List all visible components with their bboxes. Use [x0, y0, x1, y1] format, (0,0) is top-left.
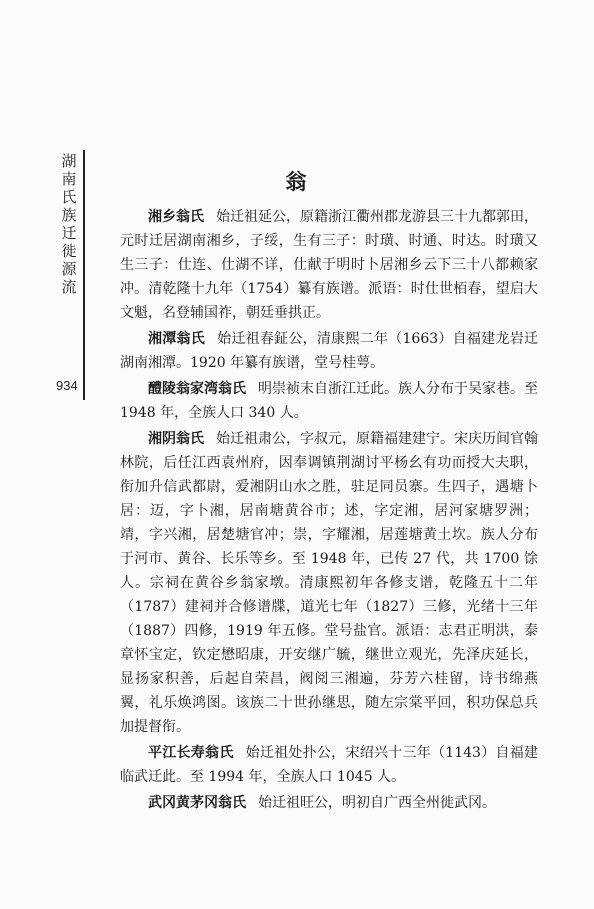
entry-name: 醴陵翁家湾翁氏	[148, 381, 246, 397]
entry-name: 湘潭翁氏	[148, 331, 206, 347]
entry-name: 武冈黄茅冈翁氏	[148, 795, 246, 811]
entry-text: 始迁祖处扑公，宋绍兴十三年（1143）自福建临武迁此。至 1994 年，全族人口 1045 人。	[120, 745, 538, 785]
entry-text: 始迁祖旺公，明初自广西全州徙武冈。	[258, 795, 496, 811]
entry-xiangxiang	[120, 205, 538, 325]
entry-name: 湘阴翁氏	[148, 431, 204, 447]
entry-text: 明崇祯末自浙江迁此。族人分布于吴家巷。至 1948 年，全族人口 340 人。	[120, 381, 538, 421]
entry-text: 始迁祖春鉦公，清康熙二年（1663）自福建龙岩迁湖南湘潭。1920 年纂有族谱，堂号桂萼。	[120, 331, 538, 371]
entry-text: 始迁祖肃公，字叔元，原籍福建建宁。宋庆历间官翰林院，后任江西袁州府，因奉调镇荆湖讨平杨幺有功而授大夫职，衔加升信武都尉，爱湘阴山水之胜，驻足同员寨。生四子，遇塘卜居：迈，字卜湘，居南塘黄谷市；述，字定湘，居河家塘罗洲；靖，字兴湘，居楚塘官冲；崇，字耀湘，居莲塘黄土坎。族人分布于河市、黄谷、长乐等乡。至 1948 年，已传 27 代，共 1700 馀人。宗祠在黄谷乡翁家墩。清康熙初年各修支谱，乾隆五十二年（1787）建祠并合修谱牒，道光七年（1827）三修，光绪十三年（1887）四修，1919 年五修。堂号盐官。派语：志君正明洪，泰章怀宝定，钦定懋昭康，开安继广毓，继世立观光，先泽庆延长，显扬家积善，后起自荣昌，阀阅三湘遍，芬芳六桂留，诗书绵燕翼，礼乐焕鸿图。该族二十世孙继思，随左宗棠平回，积功保总兵加提督衔。	[120, 431, 538, 735]
entry-text: 始迁祖延公，原籍浙江衢州郡龙游县三十九都郭田，元时迁居湖南湘乡，子绥，生有三子：时璜、时通、时达。时璜又生三子：仕连、仕湖不详，仕献于明时卜居湘乡云下三十八都赖家冲。清乾隆十九年（1754）纂有族谱。派语：时仕世栢春，望启大文魁，名登辅国祚，朝廷垂拱正。	[120, 209, 538, 321]
entry-liling	[120, 377, 538, 425]
entry-xiangyin	[120, 427, 538, 739]
side-title: 湖南氏族迁徙源流	[61, 152, 77, 296]
page-number: 934	[56, 378, 78, 393]
entry-xiangtan	[120, 327, 538, 375]
entry-wugang	[120, 791, 538, 815]
entry-name: 湘乡翁氏	[148, 209, 204, 225]
entry-name: 平江长寿翁氏	[148, 745, 234, 761]
entries-container	[120, 205, 538, 817]
entry-pingjiang	[120, 741, 538, 789]
section-heading: 翁	[285, 169, 309, 194]
